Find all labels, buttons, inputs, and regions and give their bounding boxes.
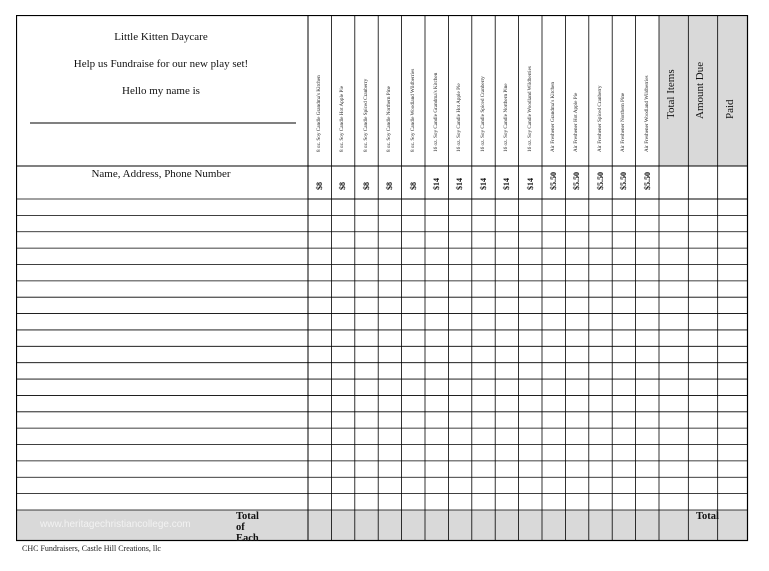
footer-credit: CHC Fundraisers, Castle Hill Creations, llc xyxy=(22,544,161,553)
summary-column-header: Total Items xyxy=(665,69,677,119)
product-label: Air Freshener Hot Apple Pie xyxy=(573,92,580,152)
product-label: 8 oz. Soy Candle Grandma's Kitchen xyxy=(316,75,322,152)
product-price: $5.50 xyxy=(595,172,605,190)
summary-column-header: Amount Due xyxy=(694,61,707,119)
fundraiser-subtitle: Help us Fundraise for our new play set! xyxy=(73,58,249,70)
product-label: 16 oz. Soy Candle Woodland Wildberries xyxy=(526,66,533,152)
product-label: 16 oz. Soy Candle Spiced Cranberry xyxy=(479,76,486,152)
product-price: $5.50 xyxy=(549,172,558,190)
product-price: $14 xyxy=(478,178,488,190)
product-price: $14 xyxy=(502,178,512,190)
watermark-text: www.heritagechristiancollege.com xyxy=(40,519,191,530)
summary-header-shade xyxy=(718,15,747,166)
product-label: 8 oz. Soy Candle Hot Apple Pie xyxy=(339,85,346,152)
product-price: $8 xyxy=(361,182,371,190)
product-price: $5.50 xyxy=(642,172,652,190)
product-price: $14 xyxy=(432,178,441,190)
greeting-text: Hello my name is xyxy=(122,85,200,97)
daycare-title: Little Kitten Daycare xyxy=(114,31,208,43)
name-column-header: Name, Address, Phone Number xyxy=(91,168,231,180)
product-label: Air Freshener Woodland Wildberries xyxy=(643,75,650,152)
product-price: $8 xyxy=(315,182,324,190)
product-price: $8 xyxy=(408,182,418,190)
product-label: 16 oz. Soy Candle Northern Pine xyxy=(503,83,510,152)
product-price: $14 xyxy=(525,178,535,190)
product-price: $5.50 xyxy=(572,172,582,190)
product-label: 8 oz. Soy Candle Spiced Cranberry xyxy=(362,78,369,152)
grand-total-label: Total xyxy=(696,511,719,522)
product-price: $14 xyxy=(455,178,465,190)
product-price: $8 xyxy=(385,182,395,190)
summary-column-header: Paid xyxy=(723,99,736,119)
product-label: 8 oz. Soy Candle Northern Pine xyxy=(386,86,393,152)
product-label: Air Freshener Grandma's Kitchen xyxy=(550,82,556,152)
product-label: Air Freshener Spiced Cranberry xyxy=(596,85,603,152)
product-label: 8 oz. Soy Candle Woodland Wildberries xyxy=(409,68,416,152)
product-label: 16 oz. Soy Candle Grandma's Kitchen xyxy=(433,72,439,152)
product-label: 16 oz. Soy Candle Hot Apple Pie xyxy=(456,83,463,152)
product-price: $5.50 xyxy=(619,172,629,190)
product-price: $8 xyxy=(338,182,348,190)
total-of-each-label: Total of Each xyxy=(236,511,259,544)
product-label: Air Freshener Northern Pine xyxy=(620,92,627,152)
